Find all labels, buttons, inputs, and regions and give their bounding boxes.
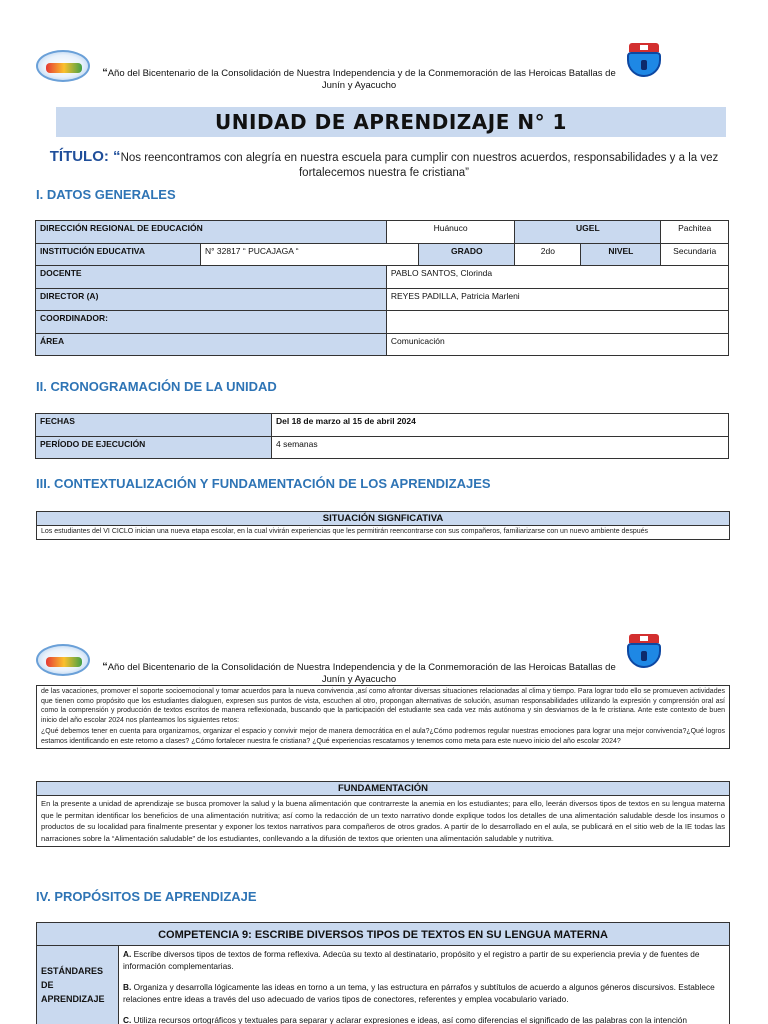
title-banner [56, 107, 726, 137]
datos-table [35, 220, 729, 356]
motto [94, 661, 624, 686]
ugel-label: UGEL [515, 221, 661, 244]
school-logo [36, 50, 90, 82]
fundamentacion-title: FUNDAMENTACIÓN [37, 782, 729, 796]
logo-ribbon [46, 63, 82, 73]
area-label: ÁREA [36, 333, 387, 356]
situacion-title: SITUACIÓN SIGNFICATIVA [37, 512, 729, 526]
table-row [36, 288, 729, 311]
titulo-text: Nos reencontramos con alegría en nuestra escuela para cumplir con nuestros acuerdos, responsabilidades y a la vez fortalecemos nuestra fe cristiana” [120, 152, 719, 179]
docente-label: DOCENTE [36, 266, 387, 289]
situacion-box-continued [36, 685, 730, 749]
ie-label: INSTITUCIÓN EDUCATIVA [36, 243, 201, 266]
table-row [36, 311, 729, 334]
fundamentacion-text: En la presente a unidad de aprendizaje se busca promover la salud y la buena alimentación que contrarreste la anemia en los estudiantes; para ello, leerán diversos tipos de textos en su lengua materna que le permitan identificar los beneficios de una alimentación nutritiva; así como la redacción de un texto narrativo donde explique todos los detalles de una alimentación saludable desde los insumos o productos de su localidad para finalmente presentar y exponer los textos narrativos para compañeros de otros grados. A partir de lo desarrollado en el aula, se publicará en el sitio web de la IE todas las narraciones sobre la “Alimentación saludable” de los estudiantes, conllevando a la difusión de textos que orienten una alimentación saludable y nutritiva. [41, 799, 725, 843]
titulo-label: TÍTULO: “ [49, 148, 121, 165]
ugel-value: Pachitea [661, 221, 729, 244]
nivel-value: Secundaria [661, 243, 729, 266]
section-propositos: IV. PROPÓSITOS DE APRENDIZAJE [36, 889, 257, 904]
table-row [36, 436, 729, 459]
school-logo [36, 644, 90, 676]
director-label: DIRECTOR (A) [36, 288, 387, 311]
table-row [36, 243, 729, 266]
titulo-block [34, 149, 734, 181]
grado-label: GRADO [419, 243, 515, 266]
crest-icon [625, 634, 663, 668]
grado-value: 2do [515, 243, 581, 266]
estandar-a: A. Escribe diversos tipos de textos de forma reflexiva. Adecúa su texto al destinatario, propósito y el registro a partir de su experiencia previa y de fuentes de información complementarias. [123, 949, 700, 971]
periodo-label: PERÍODO DE EJECUCIÓN [36, 436, 272, 459]
estandares-label: ESTÁNDARES DE APRENDIZAJE [37, 946, 119, 1024]
dre-label: DIRECCIÓN REGIONAL DE EDUCACIÓN [36, 221, 387, 244]
estandares-list [119, 946, 729, 1024]
competencia-body [36, 946, 730, 1024]
estandar-b: B. Organiza y desarrolla lógicamente las ideas en torno a un tema, y las estructura en párrafos y subtítulos de acuerdo a algunos géneros discursivos. Establece relaciones entre ideas a través del uso adecuado de varios tipos de conectores, referentes y emplea vocabulario variado. [123, 982, 715, 1004]
crono-table [35, 413, 729, 459]
area-value: Comunicación [386, 333, 728, 356]
situacion-text-page1: Los estudiantes del VI CICLO inician una nueva etapa escolar, en la cual vivirán experiencias que les permitirán reencontrarse con sus compañeros, familiarizarse con un nuevo ambiente después [41, 528, 649, 535]
fechas-label: FECHAS [36, 414, 272, 437]
competencia-title: COMPETENCIA 9: ESCRIBE DIVERSOS TIPOS DE TEXTOS EN SU LENGUA MATERNA [36, 922, 730, 946]
situacion-retos: ¿Qué debemos tener en cuenta para organizarnos, organizar el espacio y convivir mejor de manera democrática en el aula?¿Cómo podremos regular nuestras emociones para lograr una mejor convivencia?¿Qué logros estamos identificando en este retorno a clases? ¿Cómo fortalecer nuestra fe cristiana? ¿Qué experiencias rescatamos y tenemos como meta para este nuevo inicio del año escolar 2024? [41, 728, 725, 745]
periodo-value: 4 semanas [272, 436, 729, 459]
docente-value: PABLO SANTOS, Clorinda [386, 266, 728, 289]
table-row [36, 221, 729, 244]
motto-quote: “ [102, 67, 108, 79]
coordinador-label: COORDINADOR: [36, 311, 387, 334]
estandar-c: C. Utiliza recursos ortográficos y textuales para separar y aclarar expresiones e ideas, así como diferencias el significado de las palabras con la intención [123, 1015, 688, 1024]
logo-ribbon [46, 657, 82, 667]
unit-title: UNIDAD DE APRENDIZAJE N° 1 [215, 110, 567, 134]
coordinador-value [386, 311, 728, 334]
director-value: REYES PADILLA, Patricia Marleni [386, 288, 728, 311]
fundamentacion-box [36, 781, 730, 847]
table-row [36, 333, 729, 356]
ie-value: N° 32817 “ PUCAJAGA “ [201, 243, 419, 266]
competencia-table [36, 922, 730, 1024]
motto-text: Año del Bicentenario de la Consolidación de Nuestra Independencia y de la Conmemoración de las Heroicas Batallas de Junín y Ayacucho [107, 662, 616, 685]
section-datos-generales: I. DATOS GENERALES [36, 187, 176, 202]
motto-text: Año del Bicentenario de la Consolidación de Nuestra Independencia y de la Conmemoración de las Heroicas Batallas de Junín y Ayacucho [107, 68, 616, 91]
situacion-text-continued: de las vacaciones, promover el soporte socioemocional y tomar acuerdos para la nueva convivencia ,así como afrontar diversas situaciones relacionadas al clima y tiempo. Para lograr todo ello se promueven actividades que tienen como propósito que los estudiantes dialoguen, expresen sus puntos de vista, escuchen al otro, propongan alternativas de solución, asuman responsabilidades utilizando la expresión y comprensión oral así como la comprensión y producción de textos escritos de manera reflexionada, buscando que la participación del estudiante sea cada vez más autónoma y sin desviarnos de la fe cristiana. Ante este contexto de buen inicio del año escolar 2024 nos planteamos los siguientes retos: [41, 688, 725, 724]
section-cronogramacion: II. CRONOGRAMACIÓN DE LA UNIDAD [36, 379, 277, 394]
table-row [36, 266, 729, 289]
dre-value: Huánuco [386, 221, 514, 244]
fechas-value: Del 18 de marzo al 15 de abril 2024 [272, 414, 729, 437]
motto-quote: “ [102, 661, 108, 673]
motto [94, 67, 624, 92]
section-contextualizacion: III. CONTEXTUALIZACIÓN Y FUNDAMENTACIÓN DE LOS APRENDIZAJES [36, 476, 491, 491]
situacion-box [36, 511, 730, 540]
nivel-label: NIVEL [581, 243, 661, 266]
table-row [36, 414, 729, 437]
crest-icon [625, 43, 663, 77]
